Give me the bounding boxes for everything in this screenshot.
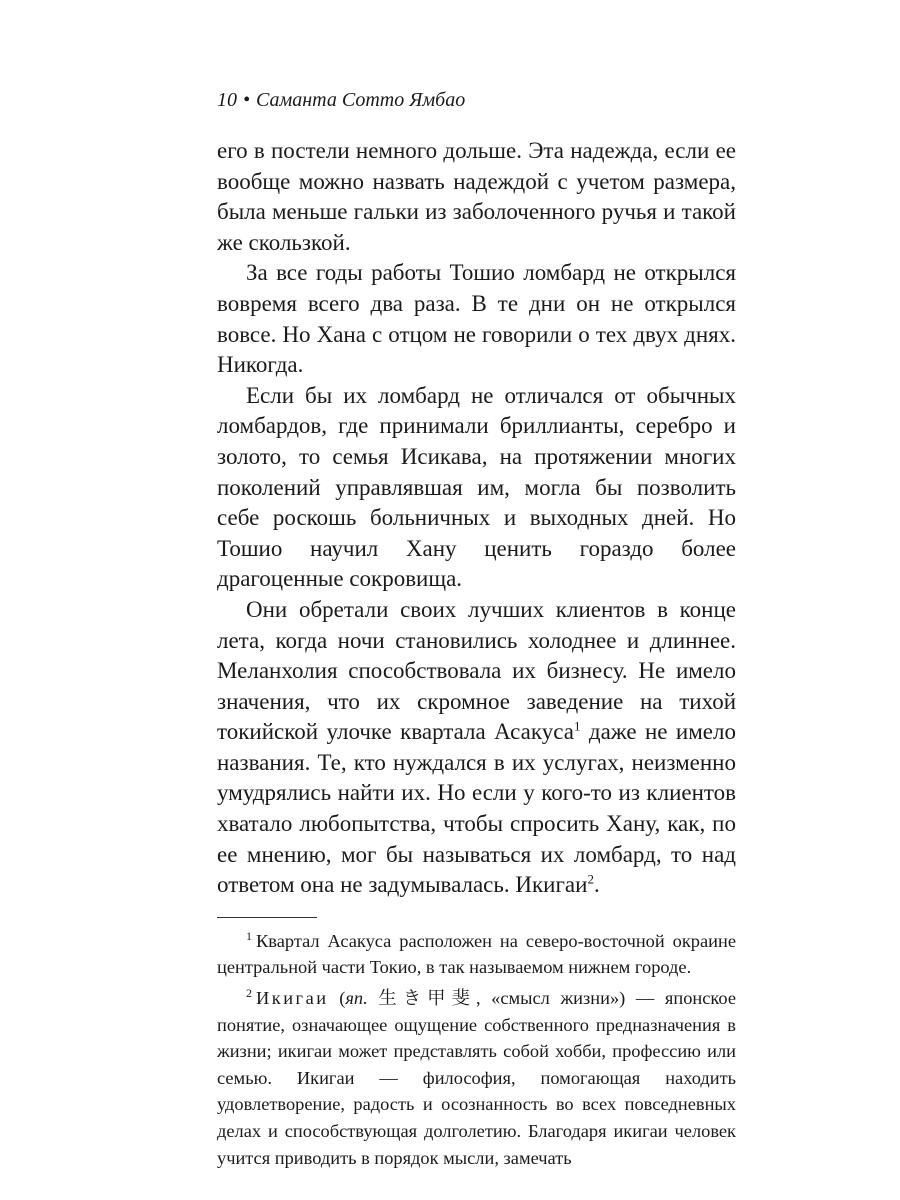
paragraph-4-part-b: даже не имело названия. Те, кто нуждался в их услугах, неизменно умудрялись найти их. Но если у кого-то из клиентов хватало любопытства, чтобы спросить Хану, как, по ее мнению, мог бы называться их ломбард, то над ответом она не задумывалась. Икигаи bbox=[217, 719, 736, 898]
footnotes bbox=[217, 928, 736, 1171]
page-number: 10 bbox=[217, 89, 237, 111]
footnote-2-lang: яп. bbox=[345, 988, 368, 1009]
footnote-ref-1[interactable]: 1 bbox=[573, 718, 581, 734]
running-title: Саманта Сотто Ямбао bbox=[256, 89, 466, 111]
header-separator: • bbox=[243, 89, 251, 111]
paragraph-2: За все годы работы Тошио ломбард не открылся вовремя всего два раза. В те дни он не открылся вовсе. Но Хана с отцом не говорили о тех двух днях. Никогда. bbox=[217, 260, 736, 378]
footnote-2-term: Икигаи bbox=[256, 988, 329, 1009]
footnote-2-number: 2 bbox=[246, 985, 252, 1000]
footnote-2-text: 生き甲斐, «смысл жизни») — японское понятие, означающее ощущение собственного предназначения в жизни; икигаи может представлять собой хобби, профессию или семью. Икигаи — философия, помогающая находить удовлетворение, радость и осознанность во всех повседневных делах и способствующая долголетию. Благодаря икигаи человек учится приводить в порядок мысли, замечать bbox=[217, 988, 736, 1168]
body-text bbox=[217, 136, 736, 901]
footnote-ref-2[interactable]: 2 bbox=[587, 871, 594, 887]
footnote-divider bbox=[217, 917, 317, 918]
paragraph-4 bbox=[217, 595, 736, 901]
footnote-2-open: ( bbox=[328, 988, 346, 1009]
footnote-1-number: 1 bbox=[246, 928, 252, 943]
running-header bbox=[217, 86, 736, 114]
paragraph-4-part-a: Они обретали своих лучших клиентов в конце лета, когда ночи становились холоднее и длиннее. Меланхолия способствовала их бизнесу. Не имело значения, что их скромное заведение на тихой токийской улочке квартала Асакуса bbox=[217, 596, 736, 745]
paragraph-1: его в постели немного дольше. Эта надежда, если ее вообще можно назвать надеждой с учетом размера, была меньше гальки из заболоченного ручья и такой же скользкой. bbox=[217, 138, 736, 255]
footnote-1 bbox=[217, 928, 736, 981]
footnote-1-text: Квартал Асакуса расположен на северо-восточной окраине центральной части Токио, в так называемом нижнем городе. bbox=[217, 930, 736, 978]
book-page bbox=[217, 86, 736, 1171]
footnote-2 bbox=[217, 985, 736, 1171]
paragraph-4-part-c: . bbox=[593, 872, 600, 898]
paragraph-3: Если бы их ломбард не отличался от обычных ломбардов, где принимали бриллианты, серебро и золото, то семья Исикава, на протяжении многих поколений управлявшая им, могла бы позволить себе роскошь больничных и выходных дней. Но Тошио научил Хану ценить гораздо более драгоценные сокровища. bbox=[217, 382, 736, 592]
